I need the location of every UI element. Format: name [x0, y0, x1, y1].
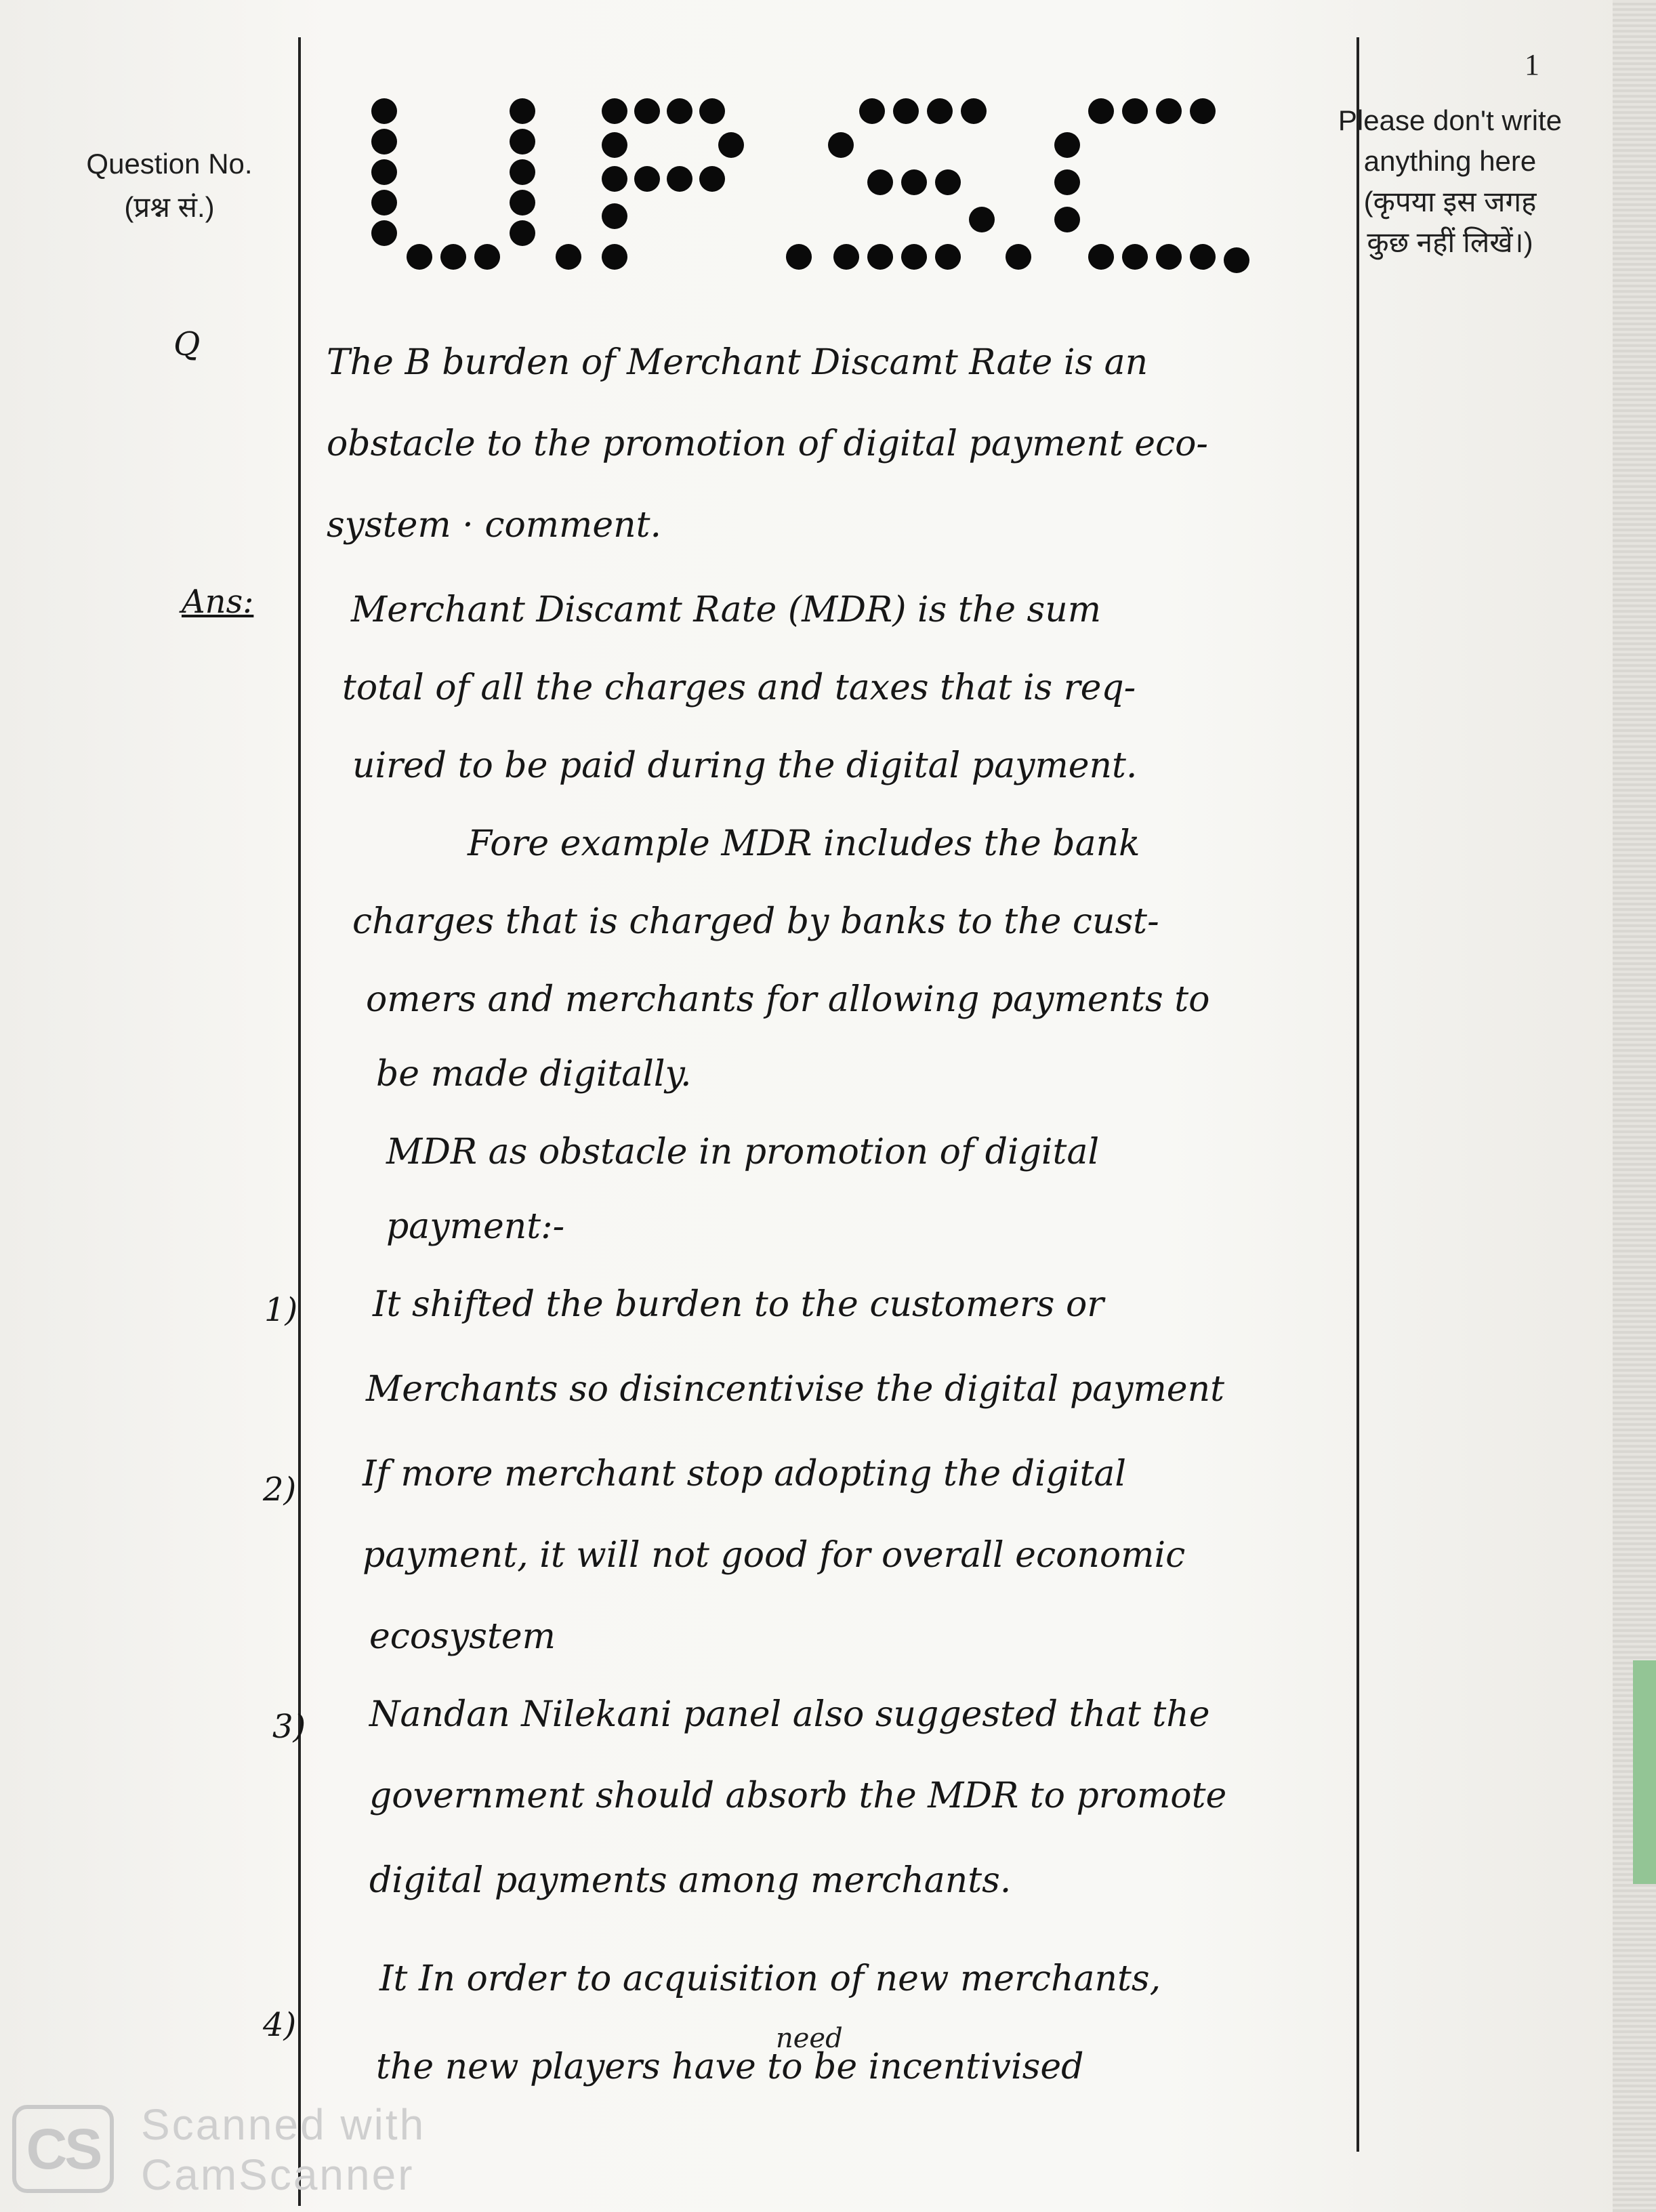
answer-line: uired to be paid during the digital payment.	[352, 745, 1138, 786]
note-line: Please don't write	[1338, 104, 1562, 136]
camscanner-logo: CS	[12, 2105, 114, 2193]
answer-line: total of all the charges and taxes that is req-	[342, 668, 1136, 708]
answer-line: Fore example MDR includes the bank	[468, 823, 1140, 864]
page-number: 1	[1525, 48, 1539, 81]
point-line: Merchants so disincentivise the digital payment	[366, 1369, 1224, 1410]
background-strip	[1633, 1660, 1656, 1884]
answer-line: be made digitally.	[376, 1054, 692, 1094]
camscanner-watermark	[12, 2100, 473, 2201]
section-heading: MDR as obstacle in promotion of digital	[386, 1132, 1100, 1172]
point-number: 1)	[264, 1291, 298, 1329]
watermark-line: CamScanner	[141, 2150, 415, 2199]
question-line: The B burden of Merchant Discamt Rate is an	[327, 342, 1148, 383]
right-margin-line	[1357, 37, 1359, 2152]
question-line: system · comment.	[327, 505, 662, 546]
upsc-logo-text	[325, 91, 351, 99]
section-heading: payment:-	[386, 1206, 565, 1247]
question-no-hindi: (प्रश्न सं.)	[124, 191, 215, 223]
question-no-english: Question No.	[86, 148, 253, 180]
point-number: 2)	[263, 1471, 297, 1509]
note-line: (कृपया इस जगह	[1363, 186, 1537, 218]
question-line: obstacle to the promotion of digital payment eco-	[327, 424, 1208, 464]
note-line: कुछ नहीं लिखें।)	[1367, 226, 1533, 258]
point-line: It shifted the burden to the customers or	[373, 1284, 1104, 1325]
point-line: It In order to acquisition of new merchants,	[379, 1959, 1161, 1999]
inserted-word: need	[776, 2023, 843, 2054]
point-line: If more merchant stop adopting the digital	[363, 1454, 1127, 1494]
answer-line: omers and merchants for allowing payments to	[366, 979, 1210, 1020]
note-line: anything here	[1363, 145, 1537, 177]
left-margin-line	[298, 37, 301, 2206]
answer-line: Merchant Discamt Rate (MDR) is the sum	[351, 590, 1102, 630]
point-number: 4)	[263, 2006, 297, 2044]
point-line: Nandan Nilekani panel also suggested that the	[369, 1694, 1210, 1735]
answer-line: charges that is charged by banks to the cust-	[352, 901, 1159, 942]
upsc-dot-logo	[0, 0, 1656, 285]
point-line: government should absorb the MDR to promote	[369, 1776, 1227, 1816]
point-line: payment, it will not good for overall economic	[363, 1535, 1186, 1576]
point-line: digital payments among merchants.	[369, 1860, 1012, 1901]
point-line: the new players have to be incentivised	[376, 2047, 1084, 2087]
point-number: 3)	[272, 1708, 306, 1746]
watermark-line: Scanned with	[141, 2100, 426, 2149]
point-line: ecosystem	[369, 1616, 556, 1657]
question-marker: Q	[173, 325, 201, 363]
answer-marker: Ans:	[182, 583, 254, 621]
